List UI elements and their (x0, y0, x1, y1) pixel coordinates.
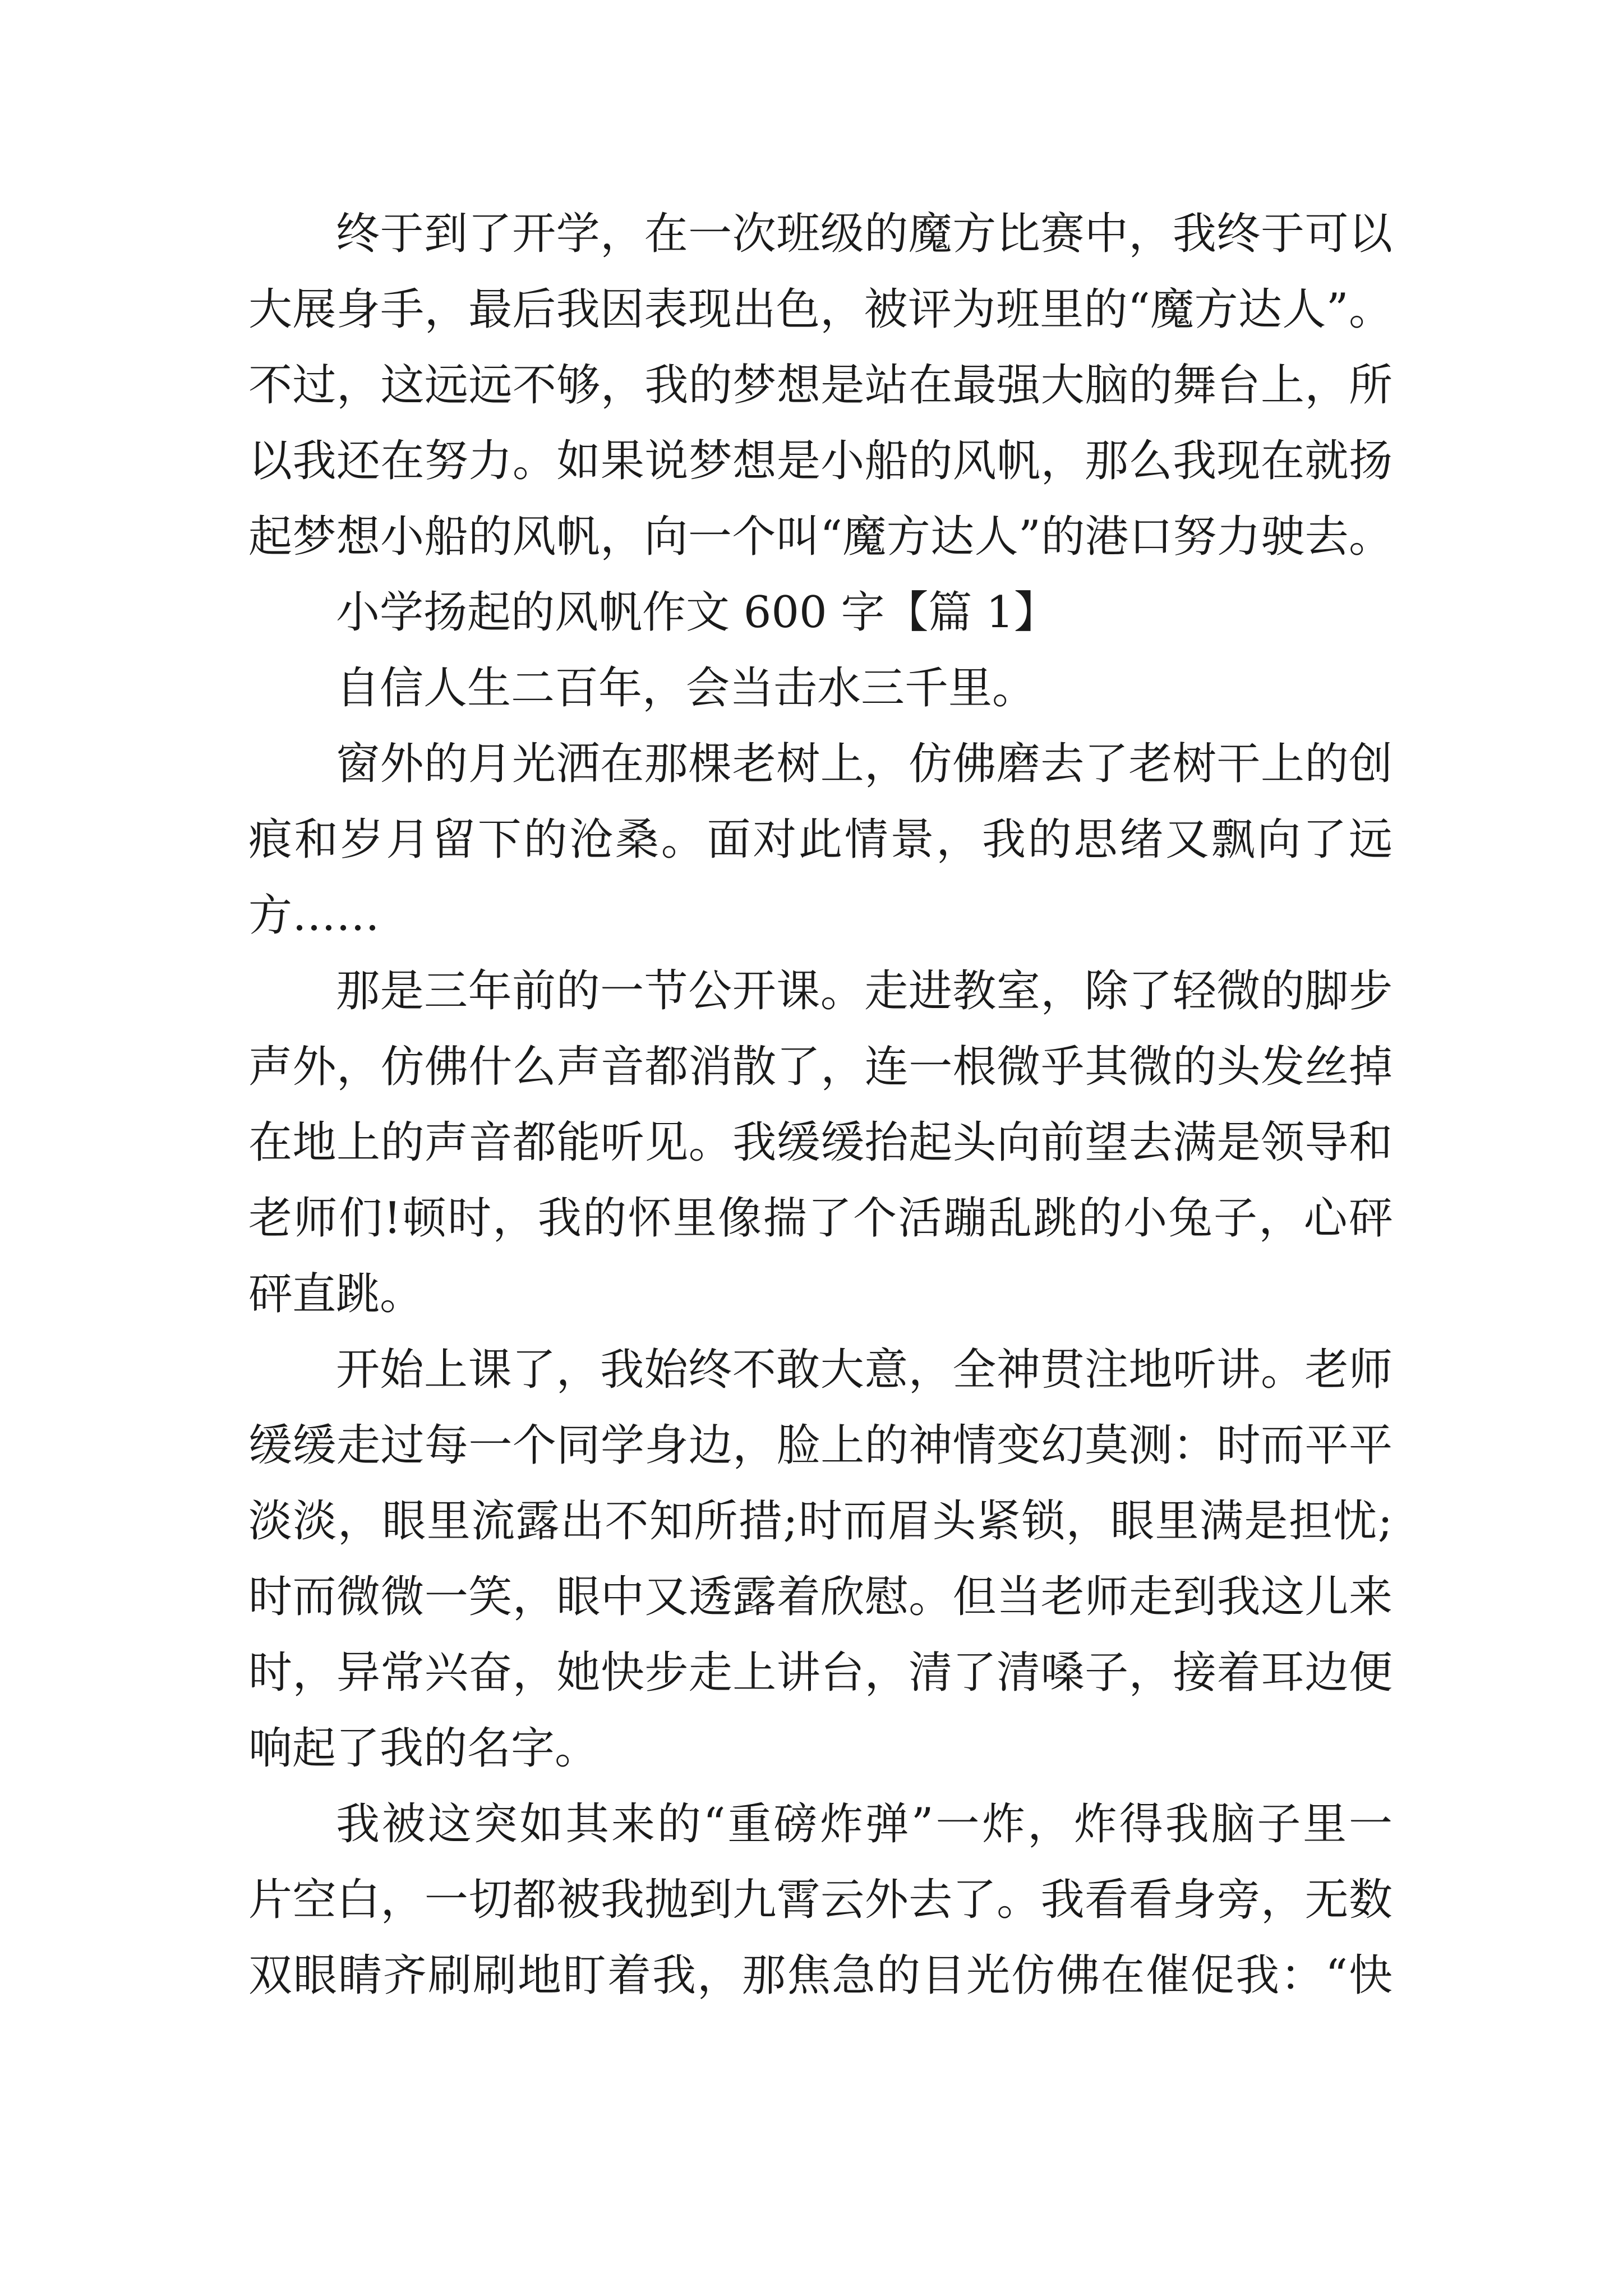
text-line: 响起了我的名字。 (248, 1723, 599, 1774)
text-line: 起梦想小船的风帆，向一个叫“魔方达人”的港口努力驶去。 (248, 512, 1393, 562)
text-line: 声外，仿佛什么声音都消散了，连一根微乎其微的头发丝掉 (248, 1042, 1393, 1092)
text-line: 大展身手，最后我因表现出色，被评为班里的“魔方达人”。 (248, 284, 1393, 335)
text-line: 痕和岁月留下的沧桑。面对此情景，我的思绪又飘向了远 (248, 815, 1393, 865)
essay-text (248, 196, 1393, 2014)
section-heading: 小学扬起的风帆作文 600 字【篇 1】 (336, 587, 1058, 638)
text-line: 片空白，一切都被我抛到九霄云外去了。我看看身旁，无数 (248, 1875, 1393, 1925)
text-line: 时，异常兴奋，她快步走上讲台，清了清嗓子，接着耳边便 (248, 1648, 1393, 1698)
text-line: 以我还在努力。如果说梦想是小船的风帆，那么我现在就扬 (248, 436, 1393, 486)
text-line: 不过，这远远不够，我的梦想是站在最强大脑的舞台上，所 (248, 360, 1393, 411)
text-line: 淡淡，眼里流露出不知所措;时而眉头紧锁，眼里满是担忧; (248, 1496, 1393, 1547)
text-line: 砰直跳。 (248, 1269, 424, 1319)
text-line: 时而微微一笑，眼中又透露着欣慰。但当老师走到我这儿来 (248, 1572, 1393, 1622)
text-line: 我被这突如其来的“重磅炸弹”一炸，炸得我脑子里一 (336, 1799, 1393, 1849)
text-line: 老师们!顿时，我的怀里像揣了个活蹦乱跳的小兔子，心砰 (248, 1193, 1393, 1244)
text-line: 终于到了开学，在一次班级的魔方比赛中，我终于可以 (336, 209, 1393, 259)
text-line: 那是三年前的一节公开课。走进教室，除了轻微的脚步 (336, 966, 1393, 1016)
text-line: 在地上的声音都能听见。我缓缓抬起头向前望去满是领导和 (248, 1117, 1393, 1168)
quote-line: 自信人生二百年，会当击水三千里。 (336, 663, 1036, 714)
text-line: 缓缓走过每一个同学身边，脸上的神情变幻莫测：时而平平 (248, 1420, 1393, 1471)
text-line: 方…… (248, 890, 380, 941)
text-line: 窗外的月光洒在那棵老树上，仿佛磨去了老树干上的创 (336, 739, 1393, 789)
text-line: 双眼睛齐刷刷地盯着我，那焦急的目光仿佛在催促我：“快 (248, 1950, 1393, 2001)
text-line: 开始上课了，我始终不敢大意，全神贯注地听讲。老师 (336, 1345, 1393, 1395)
